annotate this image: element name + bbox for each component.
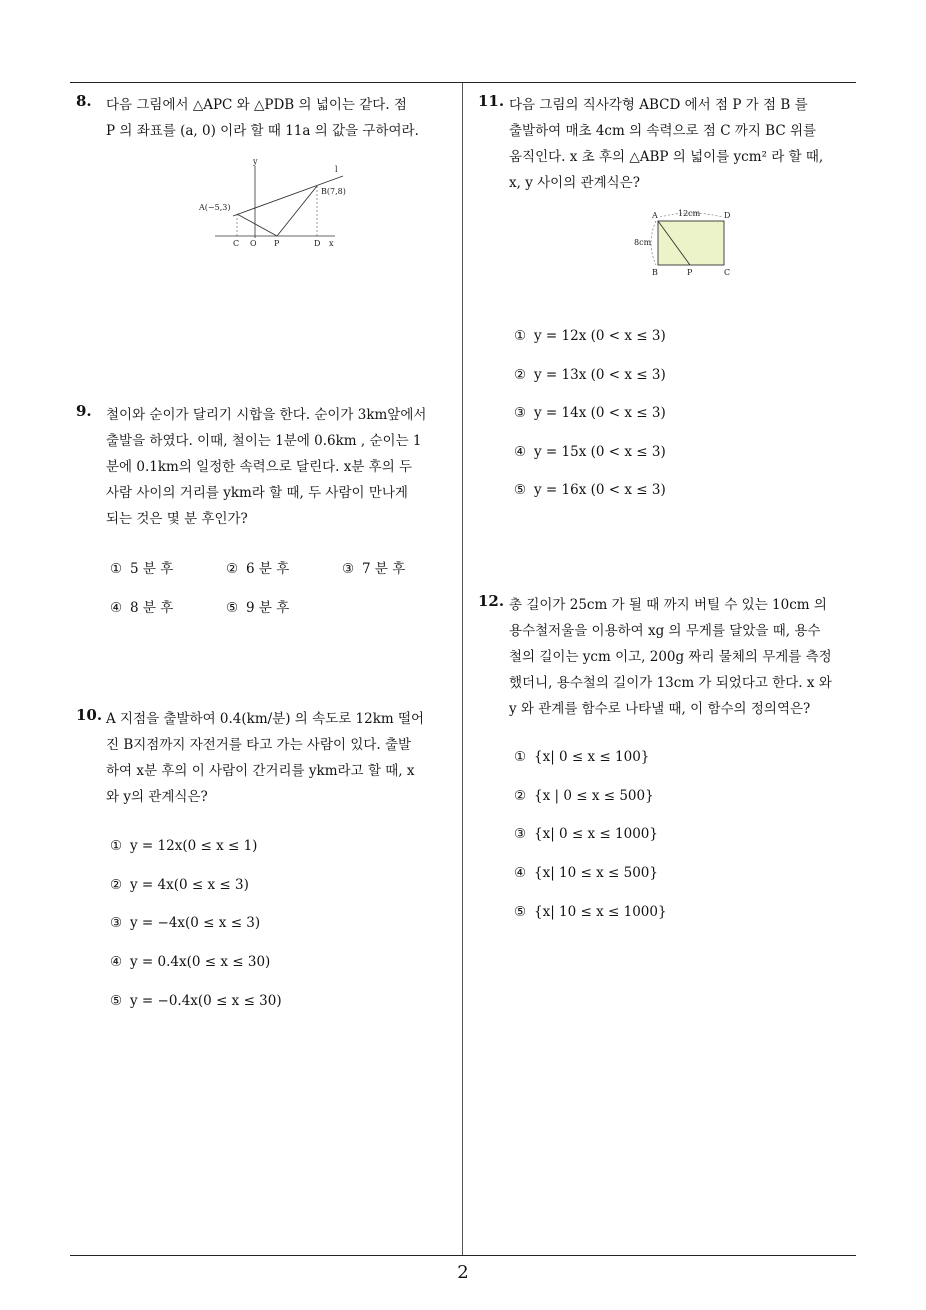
choice-text: {x| 10 ≤ x ≤ 500} <box>534 865 658 881</box>
question-number: 8. <box>76 92 92 110</box>
coordinate-figure <box>195 157 346 250</box>
stem-line: 출발을 하였다. 이때, 철이는 1분에 0.6km , 순이는 1 <box>106 433 422 449</box>
question-number: 12. <box>478 592 505 610</box>
choice-option[interactable] <box>514 826 658 842</box>
choice-text: y = 12x(0 ≤ x ≤ 1) <box>130 838 258 854</box>
choice-text: {x| 0 ≤ x ≤ 1000} <box>534 826 658 842</box>
width-label: 12cm <box>678 209 701 218</box>
stem-line: 출발하여 매초 4cm 의 속력으로 점 C 까지 BC 위를 <box>509 123 817 139</box>
question-stem <box>106 402 426 532</box>
choice-text: y = 14x (0 < x ≤ 3) <box>534 405 666 421</box>
question-stem <box>106 706 424 810</box>
question-number: 9. <box>76 402 92 420</box>
stem-line: 했더니, 용수철의 길이가 13cm 가 되었다고 한다. x 와 <box>509 675 832 691</box>
choice-option[interactable] <box>110 596 173 616</box>
stem-line: 다음 그림의 직사각형 ABCD 에서 점 P 가 점 B 를 <box>509 97 808 113</box>
choice-text: y = 13x (0 < x ≤ 3) <box>534 367 666 383</box>
choice-mark: ⑤ <box>226 600 239 616</box>
point-d-label: D <box>724 211 731 220</box>
stem-line: 철이와 순이가 달리기 시합을 한다. 순이가 3km앞에서 <box>106 407 427 423</box>
choice-option[interactable] <box>514 749 649 765</box>
stem-line: 하여 x분 후의 이 사람이 간거리를 ykm라고 할 때, x <box>106 763 415 779</box>
choice-text: y = 15x (0 < x ≤ 3) <box>534 444 666 460</box>
choice-option[interactable] <box>110 915 260 931</box>
choice-text: y = −4x(0 ≤ x ≤ 3) <box>130 915 261 931</box>
column-divider <box>462 83 463 1255</box>
stem-line: 분에 0.1km의 일정한 속력으로 달린다. x분 후의 두 <box>106 459 413 475</box>
stem-line: P 의 좌표를 (a, 0) 이라 할 때 11a 의 값을 구하여라. <box>106 123 419 139</box>
stem-line: 다음 그림에서 △APC 와 △PDB 의 넓이는 같다. 점 <box>106 97 407 113</box>
choice-option[interactable] <box>514 904 667 920</box>
page-number: 2 <box>457 1262 469 1283</box>
x-axis-label: x <box>329 239 334 248</box>
choice-mark: ② <box>226 561 239 577</box>
choice-option[interactable] <box>110 838 257 854</box>
choice-text: 9 분 후 <box>246 600 290 616</box>
choice-mark: ⑤ <box>110 993 123 1009</box>
choice-text: y = −0.4x(0 ≤ x ≤ 30) <box>130 993 282 1009</box>
stem-line: A 지점을 출발하여 0.4(km/분) 의 속도로 12km 떨어 <box>106 711 425 727</box>
choice-mark: ③ <box>514 826 527 842</box>
point-b-label: B(7,8) <box>321 187 346 196</box>
stem-line: y 와 관계를 함수로 나타낼 때, 이 함수의 정의역은? <box>509 701 811 717</box>
point-o-label: O <box>250 239 257 248</box>
segment-pb <box>277 186 317 236</box>
choice-option[interactable] <box>342 557 405 577</box>
top-rule <box>70 82 856 83</box>
point-a-label: A <box>652 211 658 220</box>
choice-text: y = 12x (0 < x ≤ 3) <box>534 328 666 344</box>
choice-text: {x | 0 ≤ x ≤ 500} <box>534 788 654 804</box>
choice-option[interactable] <box>514 328 666 344</box>
choice-text: y = 4x(0 ≤ x ≤ 3) <box>130 877 249 893</box>
question-stem <box>106 92 419 144</box>
choice-mark: ③ <box>342 561 355 577</box>
choice-option[interactable] <box>226 557 289 577</box>
point-c-label: C <box>724 268 731 277</box>
choice-mark: ④ <box>110 600 123 616</box>
choice-text: {x| 0 ≤ x ≤ 100} <box>534 749 650 765</box>
choice-mark: ② <box>110 877 123 893</box>
point-b-label: B <box>652 268 658 277</box>
height-label: 8cm <box>634 238 652 247</box>
choice-option[interactable] <box>514 405 666 421</box>
choice-option[interactable] <box>514 444 666 460</box>
question-stem <box>509 592 832 722</box>
stem-line: x, y 사이의 관계식은? <box>509 175 640 191</box>
line-l <box>233 176 343 216</box>
choice-option[interactable] <box>514 865 658 881</box>
choice-mark: ② <box>514 788 527 804</box>
choice-mark: ④ <box>110 954 123 970</box>
rectangle-figure <box>630 205 740 280</box>
stem-line: 철의 길이는 ycm 이고, 200g 짜리 물체의 무게를 측정 <box>509 649 832 665</box>
choice-option[interactable] <box>110 557 173 577</box>
choice-option[interactable] <box>514 367 666 383</box>
point-p-label: P <box>274 239 280 248</box>
stem-line: 와 y의 관계식은? <box>106 789 208 805</box>
choice-mark: ① <box>514 328 527 344</box>
choice-mark: ③ <box>514 405 527 421</box>
stem-line: 사람 사이의 거리를 ykm라 할 때, 두 사람이 만나게 <box>106 485 408 501</box>
stem-line: 용수철저울을 이용하여 xg 의 무게를 달았을 때, 용수 <box>509 623 821 639</box>
choice-option[interactable] <box>514 482 666 498</box>
choice-mark: ⑤ <box>514 482 527 498</box>
choice-text: y = 16x (0 < x ≤ 3) <box>534 482 666 498</box>
choice-text: 7 분 후 <box>362 561 406 577</box>
point-c-label: C <box>233 239 240 248</box>
choice-text: 8 분 후 <box>130 600 174 616</box>
choice-mark: ① <box>110 561 123 577</box>
question-number: 10. <box>76 706 103 724</box>
question-stem <box>509 92 823 196</box>
choice-option[interactable] <box>110 877 249 893</box>
stem-line: 움직인다. x 초 후의 △ABP 의 넓이를 ycm² 라 할 때, <box>509 149 824 165</box>
height-brace <box>651 221 656 265</box>
stem-line: 진 B지점까지 자전거를 타고 가는 사람이 있다. 출발 <box>106 737 412 753</box>
choice-mark: ⑤ <box>514 904 527 920</box>
choice-mark: ④ <box>514 444 527 460</box>
line-l-label: l <box>335 165 338 174</box>
choice-mark: ② <box>514 367 527 383</box>
choice-mark: ① <box>514 749 527 765</box>
stem-line: 되는 것은 몇 분 후인가? <box>106 511 248 527</box>
point-p-label: P <box>687 268 693 277</box>
question-number: 11. <box>478 92 505 110</box>
segment-ap <box>237 214 277 236</box>
y-axis-label: y <box>253 157 258 166</box>
choice-mark: ① <box>110 838 123 854</box>
point-a-label: A(−5,3) <box>199 203 231 212</box>
rectangle-abcd <box>658 221 724 265</box>
choice-text: y = 0.4x(0 ≤ x ≤ 30) <box>130 954 271 970</box>
choice-option[interactable] <box>110 954 270 970</box>
choice-option[interactable] <box>110 993 282 1009</box>
choice-text: 5 분 후 <box>130 561 174 577</box>
choice-text: 6 분 후 <box>246 561 290 577</box>
choice-mark: ④ <box>514 865 527 881</box>
point-d-label: D <box>314 239 321 248</box>
choice-option[interactable] <box>514 788 654 804</box>
choice-mark: ③ <box>110 915 123 931</box>
choice-text: {x| 10 ≤ x ≤ 1000} <box>534 904 667 920</box>
choice-option[interactable] <box>226 596 289 616</box>
bottom-rule <box>70 1255 856 1256</box>
stem-line: 총 길이가 25cm 가 될 때 까지 버틸 수 있는 10cm 의 <box>509 597 827 613</box>
